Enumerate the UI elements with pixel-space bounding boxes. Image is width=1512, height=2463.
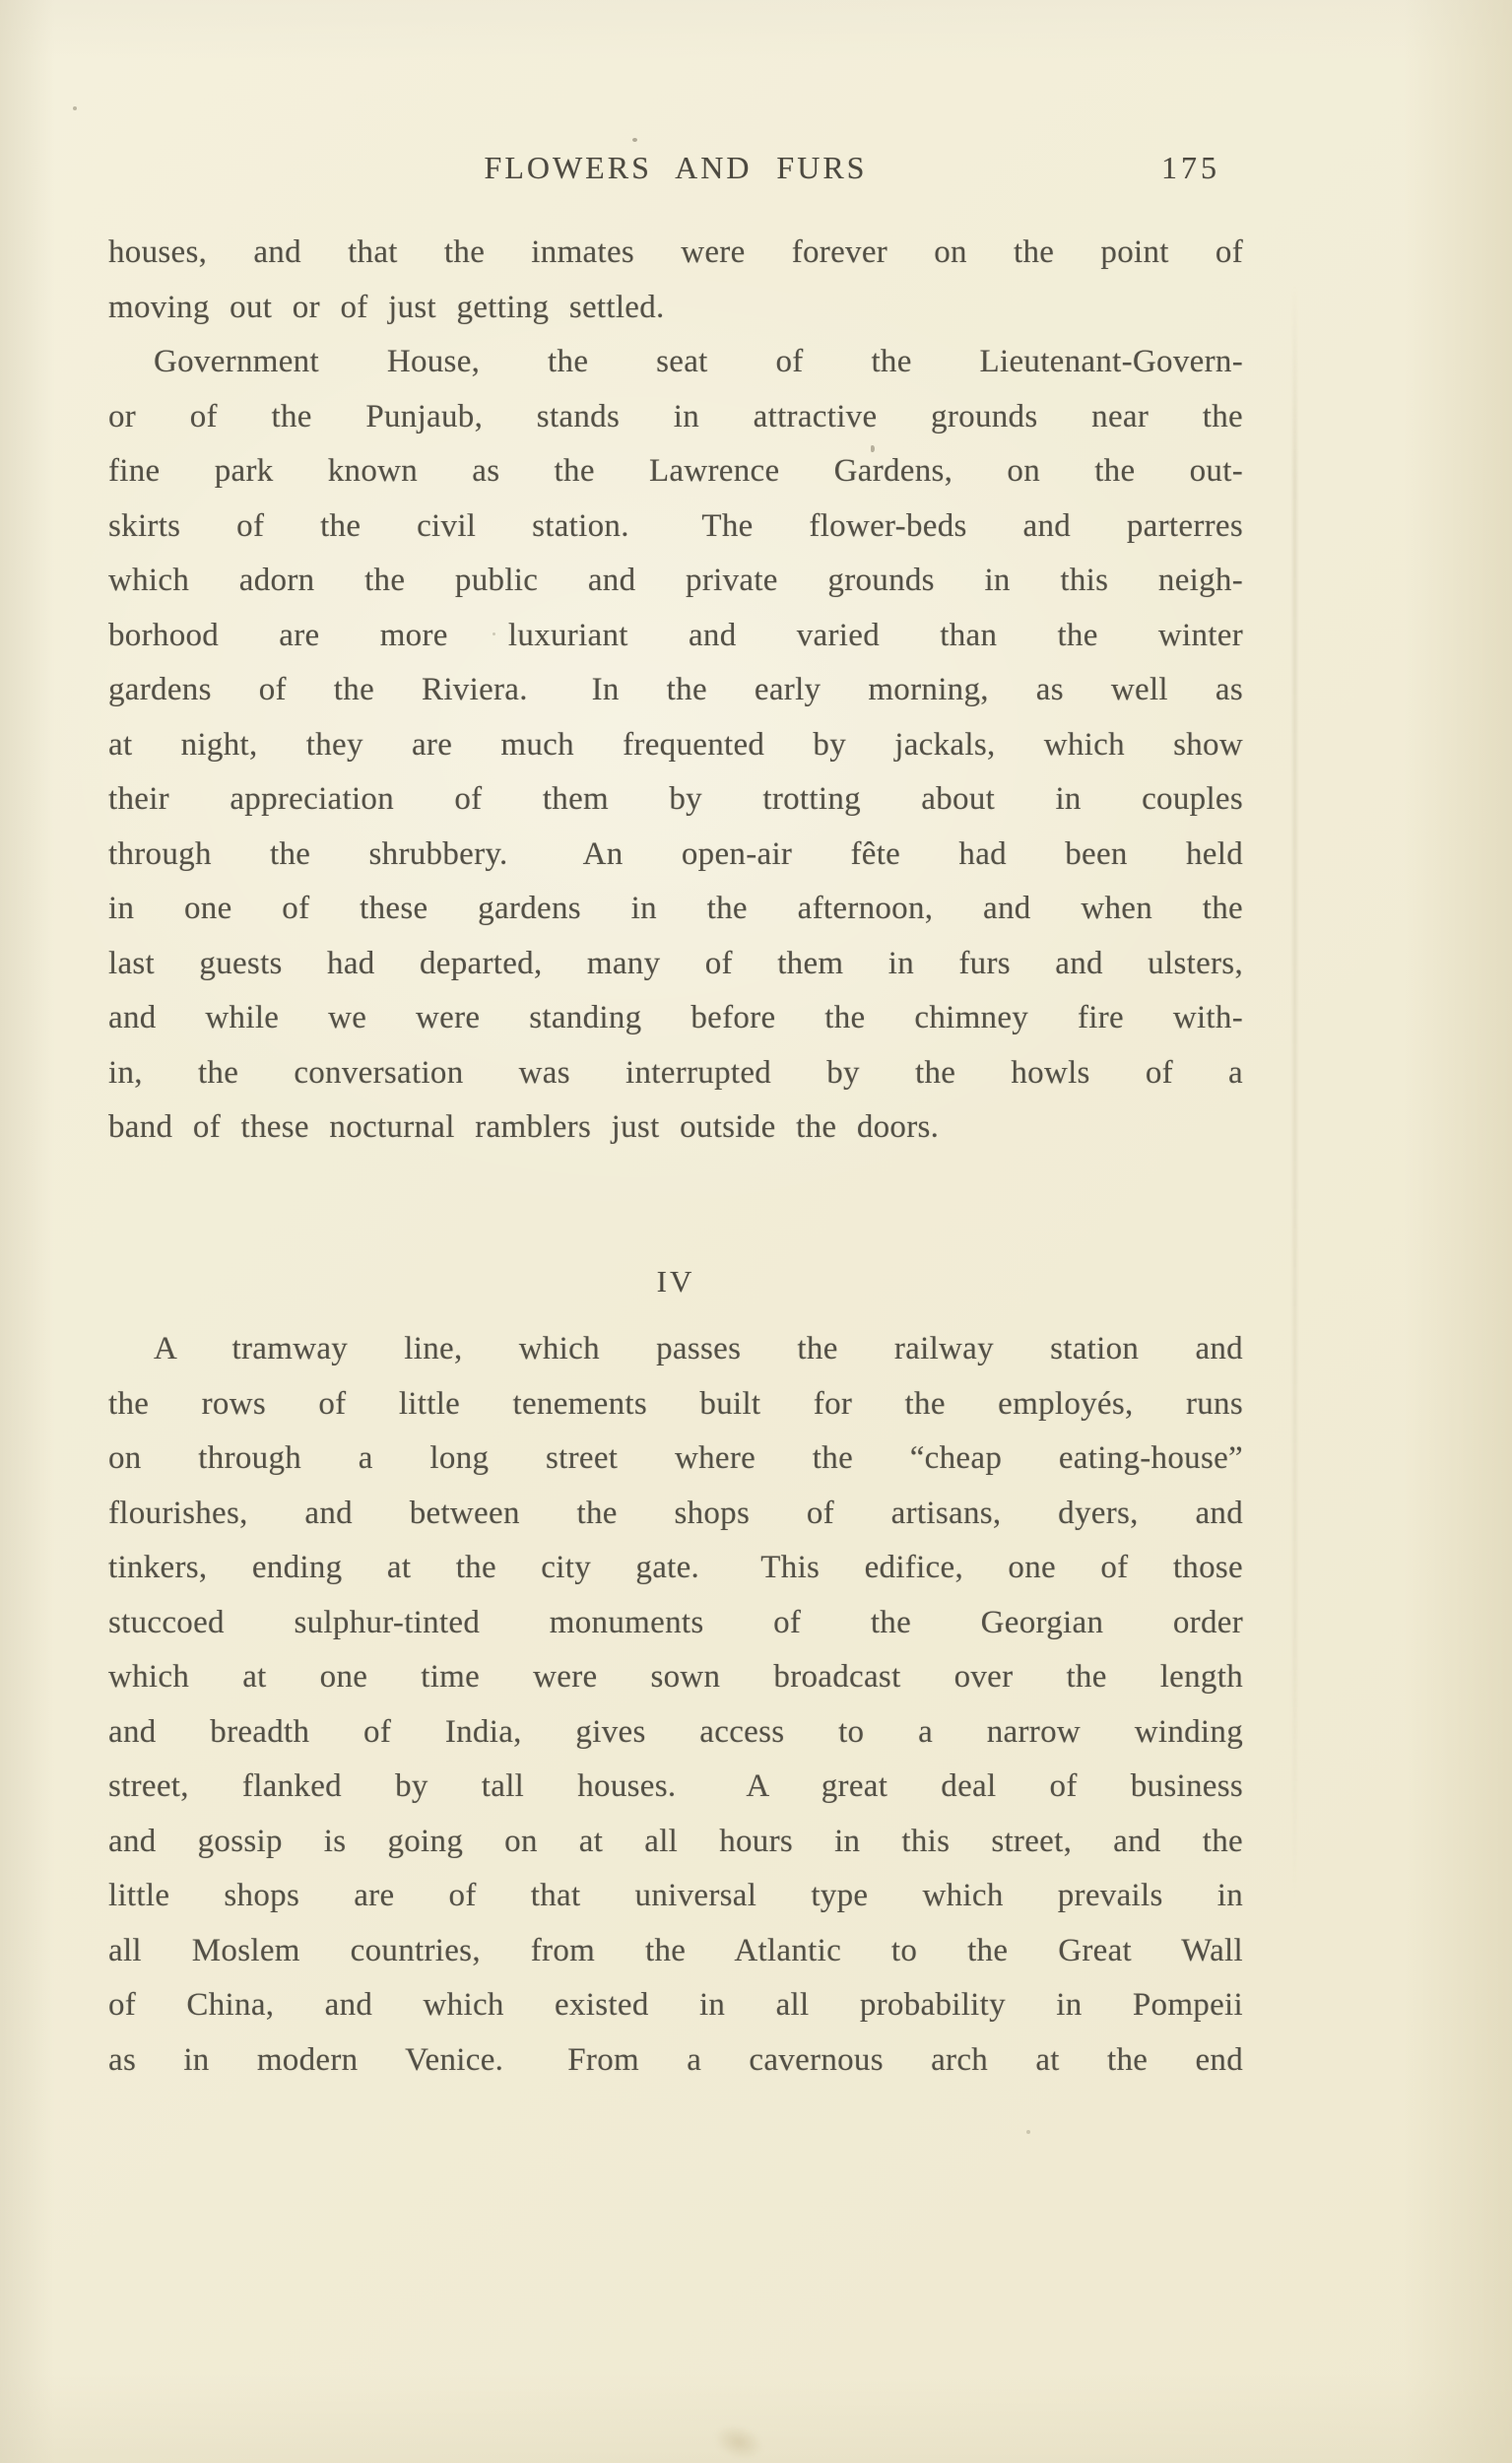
text-line: in one of these gardens in the afternoon, and when the	[108, 891, 1243, 926]
text-line: on through a long street where the “cheap eating-house”	[108, 1440, 1243, 1476]
text-line: in, the conversation was interrupted by the howls of a	[108, 1054, 1243, 1091]
text-line: street, flanked by tall houses. A great deal of business	[108, 1768, 1243, 1804]
text-line: and gossip is going on at all hours in this street, and the	[108, 1823, 1243, 1859]
text-line: their appreciation of them by trotting about in couples	[108, 781, 1243, 817]
text-line: gardens of the Riviera. In the early morning, as well as	[108, 672, 1243, 707]
running-header	[108, 148, 1243, 187]
paragraph-block-1	[108, 226, 1243, 1156]
paper-speck	[493, 632, 495, 635]
text-line: little shops are of that universal type which prevails in	[108, 1878, 1243, 1913]
paper-speck	[871, 445, 875, 452]
text-line: tinkers, ending at the city gate. This edifice, one of those	[108, 1550, 1243, 1585]
page-crease	[1293, 286, 1296, 1911]
text-line: which at one time were sown broadcast over the length	[108, 1659, 1243, 1695]
running-header-title: FLOWERS AND FURS	[484, 150, 868, 185]
text-line: Government House, the seat of the Lieutenant-Govern-	[154, 344, 1243, 379]
paragraph-block-2	[108, 1322, 1243, 2088]
text-line: and breadth of India, gives access to a narrow winding	[108, 1713, 1243, 1750]
text-line: of China, and which existed in all probability in Pompeii	[108, 1987, 1243, 2023]
paper-speck	[1026, 2130, 1030, 2134]
text-line: the rows of little tenements built for the employés, runs	[108, 1385, 1243, 1422]
section-heading: IV	[656, 1264, 695, 1298]
paper-smudge	[709, 2419, 768, 2463]
text-line: fine park known as the Lawrence Gardens, on the out-	[108, 453, 1243, 489]
text-line: and while we were standing before the chimney fire with-	[108, 1000, 1243, 1035]
text-line: stuccoed sulphur-tinted monuments of the Georgian order	[108, 1604, 1243, 1640]
text-line: moving out or of just getting settled.	[108, 289, 665, 325]
text-line: A tramway line, which passes the railway station and	[154, 1331, 1243, 1366]
page-number: 175	[1161, 150, 1220, 185]
text-line: last guests had departed, many of them in furs and ulsters,	[108, 945, 1243, 981]
text-line: band of these nocturnal ramblers just outside the doors.	[108, 1109, 940, 1145]
paper-speck	[73, 106, 77, 110]
paper-speck	[632, 138, 637, 142]
text-line: through the shrubbery. An open-air fête had been held	[108, 835, 1243, 872]
text-line: or of the Punjaub, stands in attractive grounds near the	[108, 398, 1243, 434]
text-line: houses, and that the inmates were forever on the point of	[108, 234, 1243, 270]
text-line: as in modern Venice. From a cavernous arch at the end	[108, 2041, 1243, 2078]
text-line: skirts of the civil station. The flower-beds and parterres	[108, 507, 1243, 544]
text-line: borhood are more luxuriant and varied than the winter	[108, 617, 1243, 653]
text-line: all Moslem countries, from the Atlantic to the Great Wall	[108, 1932, 1243, 1968]
text-line: which adorn the public and private grounds in this neigh-	[108, 563, 1243, 598]
text-line: at night, they are much frequented by jackals, which show	[108, 726, 1243, 763]
text-line: flourishes, and between the shops of artisans, dyers, and	[108, 1495, 1243, 1531]
